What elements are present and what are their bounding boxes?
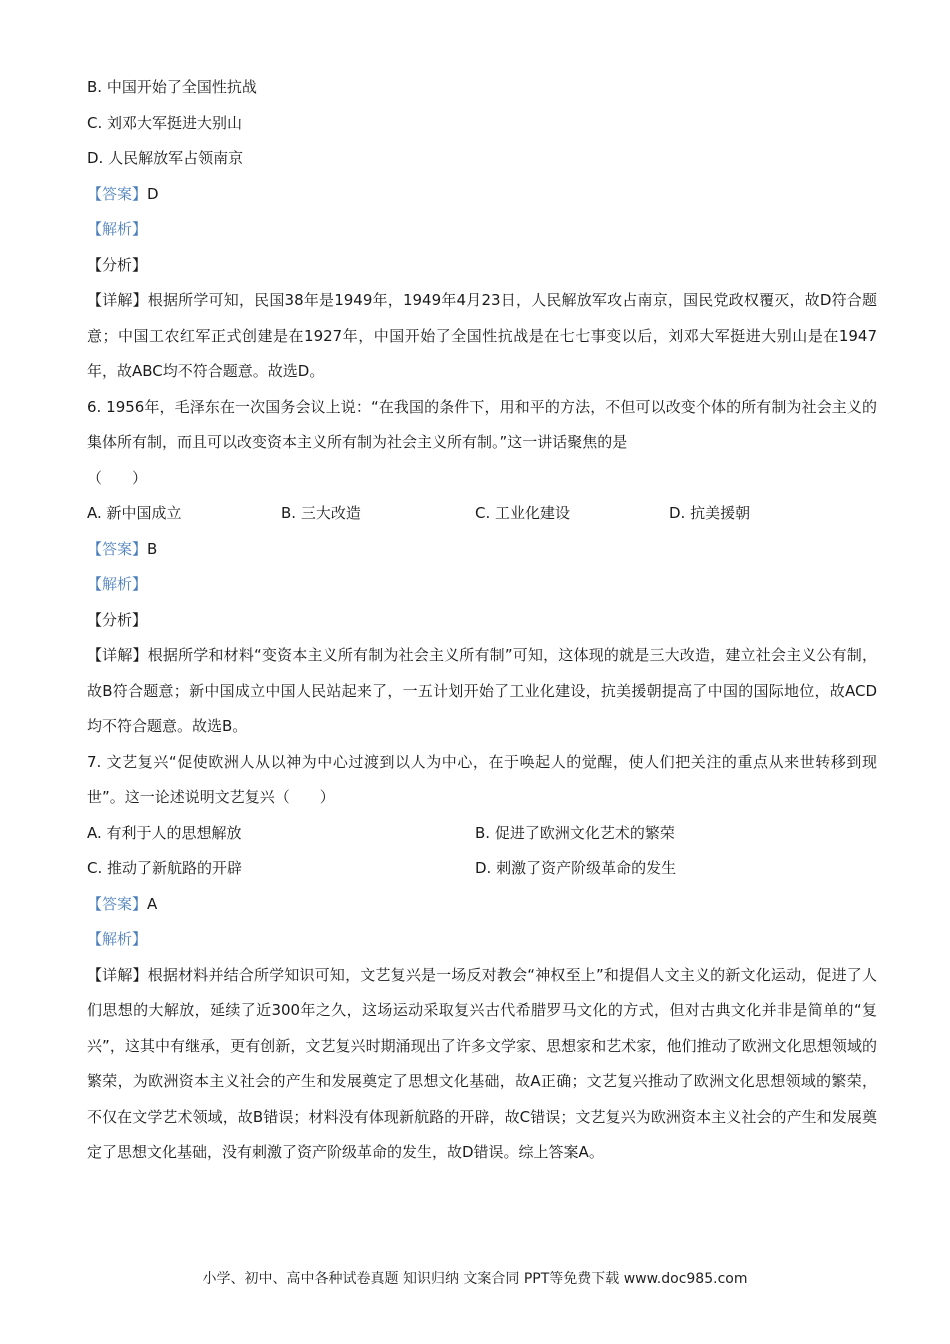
q6-bracket: （ ） [87,468,148,487]
q5-fenxi-tag: 【分析】 [87,255,148,274]
answer-tag: 【答案】 [87,894,148,913]
q5-detail [87,283,877,390]
answer-value: D [147,184,159,203]
detail-tag: 【详解】 [87,291,148,309]
detail-text: 根据所学可知，民国38年是1949年，1949年4月23日，人民解放军攻占南京，国民党政权覆灭，故D符合题意；中国工农红军正式创建是在1927年，中国开始了全国性抗战是在七七事变以后，刘邓大军挺进大别山是在1947年，故ABC均不符合题意。故选D。 [87,291,877,380]
detail-tag: 【详解】 [87,965,148,984]
q6-analysis-tag: 【解析】 [87,575,148,593]
q7-options-row1 [87,816,877,852]
q7-analysis-tag: 【解析】 [87,930,148,948]
answer-tag: 【答案】 [87,539,148,558]
detail-text: 根据材料并结合所学知识可知，文艺复兴是一场反对教会“神权至上”和提倡人文主义的新文化运动，促进了人们思想的大解放，延续了近300年之久，这场运动采取复兴古代希腊罗马文化的方式，但对古典文化并非是简单的“复兴”，这其中有继承，更有创新，文艺复兴时期涌现出了许多文学家、思想家和艺术家，他们推动了欧洲文化思想领域的繁荣，为欧洲资本主义社会的产生和发展奠定了思想文化基础，故A正确；文艺复兴推动了欧洲文化思想领域的繁荣，不仅在文学艺术领域，故B错误；材料没有体现新航路的开辟，故C错误；文艺复兴为欧洲资本主义社会的产生和发展奠定了思想文化基础，没有刺激了资产阶级革命的发生，故D错误。综上答案A。 [87,965,877,1161]
q6-option-c: C. 工业化建设 [475,504,571,522]
document-body [87,70,877,1171]
q7-stem: 7. 文艺复兴“促使欧洲人从以神为中心过渡到以人为中心，在于唤起人的觉醒，使人们把关注的重点从来世转移到现世”。这一论述说明文艺复兴（ ） [87,752,877,806]
q7-answer [87,887,877,923]
detail-tag: 【详解】 [87,646,148,664]
q7-option-d: D. 刺激了资产阶级革命的发生 [475,859,677,877]
page-footer: 小学、初中、高中各种试卷真题 知识归纳 文案合同 PPT等免费下载 www.doc985.com [202,1271,748,1287]
q5-option-d: D. 人民解放军占领南京 [87,149,244,167]
q5-option-c: C. 刘邓大军挺进大别山 [87,113,243,132]
q5-analysis-tag: 【解析】 [87,220,148,238]
q6-stem: 6. 1956年，毛泽东在一次国务会议上说：“在我国的条件下，用和平的方法，不但可以改变个体的所有制为社会主义的集体所有制，而且可以改变资本主义所有制为社会主义所有制。”这一讲话聚焦的是 [87,397,877,451]
q5-option-b: B. 中国开始了全国性抗战 [87,78,257,96]
q7-option-c: C. 推动了新航路的开辟 [87,859,243,877]
q7-detail [87,958,877,1171]
q7-options-row2 [87,851,877,887]
q7-option-a: A. 有利于人的思想解放 [87,823,242,842]
detail-text: 根据所学和材料“变资本主义所有制为社会主义所有制”可知，这体现的就是三大改造，建立社会主义公有制，故B符合题意；新中国成立中国人民站起来了，一五计划开始了工业化建设，抗美援朝提高了中国的国际地位，故ACD均不符合题意。故选B。 [87,646,877,735]
answer-value: A [147,894,158,913]
q6-option-d: D. 抗美援朝 [669,504,751,522]
q5-answer [87,177,877,213]
answer-value: B [147,539,158,558]
answer-tag: 【答案】 [87,184,148,203]
q6-option-b: B. 三大改造 [281,504,361,522]
q6-option-a: A. 新中国成立 [87,504,182,522]
q6-options [87,496,877,532]
q6-detail [87,638,877,745]
q7-option-b: B. 促进了欧洲文化艺术的繁荣 [475,823,675,842]
q6-fenxi-tag: 【分析】 [87,610,148,629]
q6-answer [87,532,877,568]
